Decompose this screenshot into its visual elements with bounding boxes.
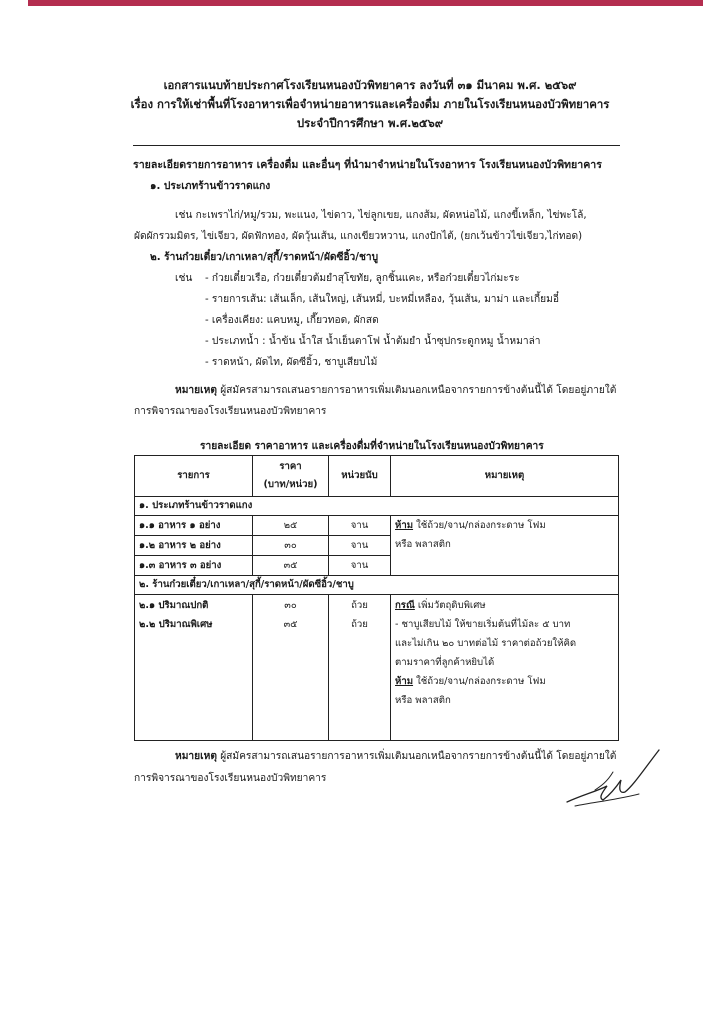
note-2-line-1	[175, 748, 616, 764]
section-2-title: ๒. ร้านก๋วยเตี๋ยว/เกาเหลา/สุกี้/ราดหน้า/ผัดซีอิ้ว/ชาบู	[150, 252, 379, 263]
section-1-line-1: เช่น กะเพราไก่/หมู/รวม, พะแนง, ไข่ดาว, ไข่ลูกเขย, แกงส้ม, ผัดหน่อไม้, แกงขี้เหล็ก, ไข่พะโล้,	[175, 210, 587, 221]
table-row	[135, 516, 619, 536]
remark-line	[395, 596, 614, 615]
header-line-2: เรื่อง การให้เช่าพื้นที่โรงอาหารเพื่อจำหน่ายอาหารและเครื่องดื่ม ภายในโรงเรียนหนองบัวพิทยาคาร	[130, 97, 610, 111]
section-2-item: - ก๋วยเตี๋ยวเรือ, ก๋วยเตี๋ยวต้มยำสุโขทัย, ลูกชิ้นแคะ, หรือก๋วยเตี๋ยวไก่มะระ	[205, 273, 520, 284]
remark-line: หรือ พลาสติก	[395, 695, 451, 706]
row-price: ๒๕	[253, 516, 329, 536]
category-2-units	[329, 595, 391, 741]
header-line-1: เอกสารแนบท้ายประกาศโรงเรียนหนองบัวพิทยาคาร ลงวันที่ ๓๑ มีนาคม พ.ศ. ๒๕๖๙	[163, 78, 577, 92]
category-1-label: ๑. ประเภทร้านข้าวราดแกง	[135, 497, 619, 516]
row-price: ๓๐	[253, 536, 329, 556]
row-unit: ถ้วย	[351, 619, 368, 630]
col-header-unit: หน่วยนับ	[329, 456, 391, 497]
category-2-remark	[391, 595, 619, 741]
remark-text: ใช้ถ้วย/จาน/กล่องกระดาษ โฟม	[413, 520, 546, 531]
note-text: ผู้สมัครสามารถเสนอรายการอาหารเพิ่มเติมนอกเหนือจากรายการข้างต้นนี้ได้ โดยอยู่ภายใต้	[220, 385, 617, 396]
section-2-item: - รายการเส้น: เส้นเล็ก, เส้นใหญ่, เส้นหมี่, บะหมี่เหลือง, วุ้นเส้น, มาม่า และเกี้ยมอี๋	[205, 294, 559, 305]
remark-line	[395, 516, 614, 535]
row-item: ๑.๑ อาหาร ๑ อย่าง	[135, 516, 253, 536]
table-row	[135, 595, 619, 741]
row-item: ๑.๒ อาหาร ๒ อย่าง	[135, 536, 253, 556]
category-1-remark	[391, 516, 619, 576]
row-unit: ถ้วย	[351, 600, 368, 611]
col-header-remark: หมายเหตุ	[391, 456, 619, 497]
table-caption: รายละเอียด ราคาอาหาร และเครื่องดื่มที่จำหน่ายในโรงเรียนหนองบัวพิทยาคาร	[200, 441, 544, 452]
remark-line: และไม่เกิน ๒๐ บาทต่อไม้ ราคาต่อถ้วยให้คิด	[395, 638, 577, 649]
note-1-line-2: การพิจารณาของโรงเรียนหนองบัวพิทยาคาร	[134, 406, 327, 417]
note-label: หมายเหตุ	[175, 385, 217, 396]
header-divider	[133, 145, 620, 146]
ban-label: ห้าม	[395, 676, 414, 687]
col-header-price-line-2: (บาท/หน่วย)	[263, 479, 318, 490]
header-line-3: ประจำปีการศึกษา พ.ศ.๒๕๖๙	[296, 116, 444, 130]
col-header-item: รายการ	[135, 456, 253, 497]
note-2-line-2: การพิจารณาของโรงเรียนหนองบัวพิทยาคาร	[134, 773, 327, 784]
section-2-item: - ราดหน้า, ผัดไท, ผัดซีอิ้ว, ชาบูเสียบไม้	[205, 357, 378, 368]
col-header-price	[253, 456, 329, 497]
remark-line	[395, 672, 614, 691]
document-header	[120, 76, 620, 133]
section-1-line-2: ผัดผักรวมมิตร, ไข่เจียว, ผัดฟักทอง, ผัดวุ้นเส้น, แกงเขียวหวาน, แกงปักไต้, (ยกเว้นข้าวไข่เจียว,ไก่ทอด)	[134, 231, 583, 242]
top-border-line	[28, 0, 703, 6]
section-1-title: ๑. ประเภทร้านข้าวราดแกง	[150, 181, 271, 192]
note-text: ผู้สมัครสามารถเสนอรายการอาหารเพิ่มเติมนอกเหนือจากรายการข้างต้นนี้ได้ โดยอยู่ภายใต้	[220, 751, 617, 762]
category-2-items	[135, 595, 253, 741]
row-unit: จาน	[329, 516, 391, 536]
row-item: ๒.๒ ปริมาณพิเศษ	[139, 619, 213, 630]
category-2-prices	[253, 595, 329, 741]
section-2-lead: เช่น	[175, 273, 193, 284]
row-item: ๒.๑ ปริมาณปกติ	[139, 600, 209, 611]
intro-heading: รายละเอียดรายการอาหาร เครื่องดื่ม และอื่นๆ ที่นำมาจำหน่ายในโรงอาหาร โรงเรียนหนองบัวพิทยาคาร	[133, 159, 602, 171]
row-item: ๑.๓ อาหาร ๓ อย่าง	[135, 556, 253, 576]
section-2-item: - ประเภทน้ำ : น้ำข้น น้ำใส น้ำเย็นตาโฟ น้ำต้มยำ น้ำซุปกระดูกหมู น้ำหมาล่า	[205, 336, 541, 347]
remark-line: - ชาบูเสียบไม้ ให้ขายเริ่มต้นที่ไม้ละ ๕ บาท	[395, 619, 571, 630]
row-unit: จาน	[329, 556, 391, 576]
signature-icon	[555, 742, 665, 812]
row-price: ๓๕	[253, 556, 329, 576]
price-table	[134, 455, 619, 741]
remark-text: เพิ่มวัตถุดิบพิเศษ	[414, 600, 486, 611]
remark-text: ใช้ถ้วย/จาน/กล่องกระดาษ โฟม	[413, 676, 546, 687]
remark-line: ตามราคาที่ลูกค้าหยิบได้	[395, 657, 495, 668]
section-2-item: - เครื่องเคียง: แคบหมู, เกี๊ยวทอด, ผักสด	[205, 315, 379, 326]
case-label: กรณี	[395, 600, 415, 611]
category-row	[135, 497, 619, 516]
row-price: ๓๕	[283, 619, 298, 630]
row-unit: จาน	[329, 536, 391, 556]
col-header-price-line-1: ราคา	[279, 461, 302, 472]
remark-line: หรือ พลาสติก	[395, 539, 451, 550]
category-2-label: ๒. ร้านก๋วยเตี๋ยว/เกาเหลา/สุกี้/ราดหน้า/ผัดซีอิ้ว/ชาบู	[135, 576, 619, 595]
category-row	[135, 576, 619, 595]
table-header-row	[135, 456, 619, 497]
note-1-line-1	[175, 382, 616, 398]
ban-label: ห้าม	[395, 520, 414, 531]
row-price: ๓๐	[284, 600, 297, 611]
note-label: หมายเหตุ	[175, 751, 217, 762]
